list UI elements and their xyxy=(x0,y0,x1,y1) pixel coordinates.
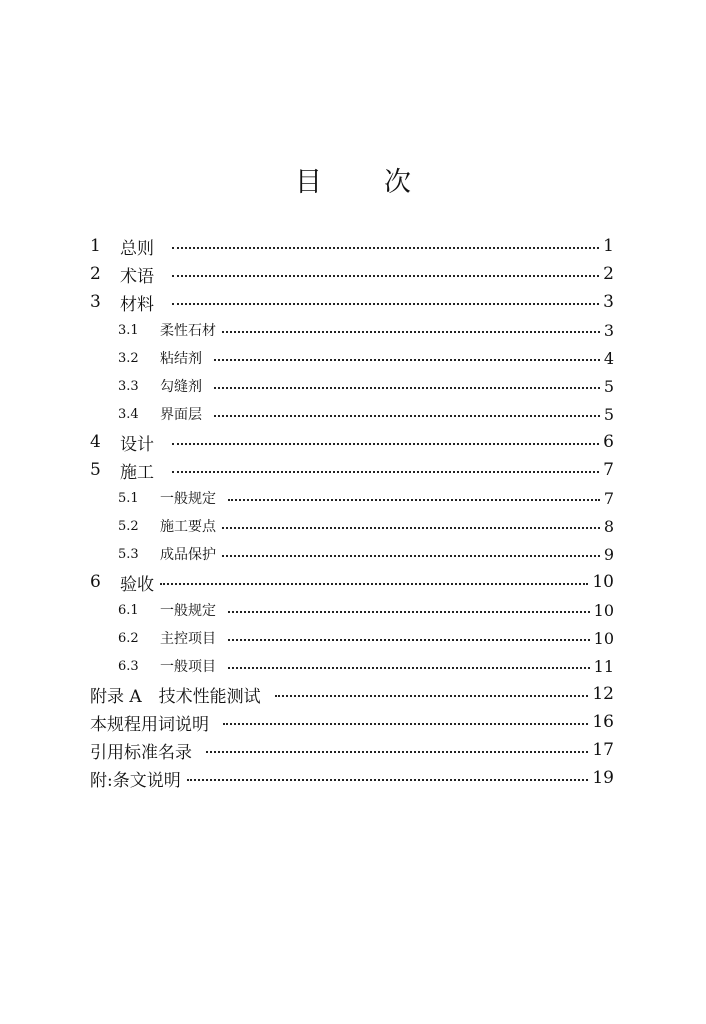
toc-entry-label: 界面层 xyxy=(160,407,202,423)
toc-entry-number: 5.3 xyxy=(118,546,139,562)
toc-entry-5-2[interactable] xyxy=(90,512,614,540)
dot-leader xyxy=(187,779,589,781)
toc-entry-label: 验收 xyxy=(120,574,154,595)
toc-entry-page: 6 xyxy=(603,432,614,452)
toc-entry-5-1[interactable] xyxy=(90,484,614,512)
toc-entry-page: 5 xyxy=(603,376,614,396)
toc-entry-number: 5 xyxy=(90,460,101,480)
toc-entry-1[interactable] xyxy=(90,232,614,260)
toc-entry-page: 8 xyxy=(603,516,614,536)
dot-leader xyxy=(222,555,600,557)
toc-entry-number: 3.2 xyxy=(118,350,139,366)
dot-leader xyxy=(222,331,600,333)
dot-leader xyxy=(228,611,590,613)
toc-entry-page: 1 xyxy=(603,236,614,256)
toc-entry-3-3[interactable] xyxy=(90,372,614,400)
toc-entry-3-1[interactable] xyxy=(90,316,614,344)
dot-leader xyxy=(223,723,588,725)
toc-entry-label: 施工 xyxy=(120,462,154,483)
toc-entry-label: 材料 xyxy=(120,294,154,315)
dot-leader xyxy=(160,583,588,585)
toc-entry-label: 总则 xyxy=(120,238,154,259)
toc-entry-page: 2 xyxy=(603,264,614,284)
toc-entry-number: 3.3 xyxy=(118,378,139,394)
toc-entry-page: 16 xyxy=(592,712,614,732)
toc-entry-number: 5.2 xyxy=(118,518,139,534)
toc-entry-page: 4 xyxy=(603,348,614,368)
dot-leader xyxy=(172,275,599,277)
toc-entry-page: 11 xyxy=(593,656,614,676)
dot-leader xyxy=(228,667,590,669)
toc-entry-label: 附:条文说明 xyxy=(90,770,181,791)
toc-entry-label: 一般规定 xyxy=(160,491,216,507)
toc-entry-6-3[interactable] xyxy=(90,652,614,680)
toc-entry-label: 引用标准名录 xyxy=(90,742,192,763)
dot-leader xyxy=(172,247,599,249)
toc-entry-number: 4 xyxy=(90,432,101,452)
dot-leader xyxy=(214,359,600,361)
toc-entry-5[interactable] xyxy=(90,456,614,484)
toc-entry-page: 7 xyxy=(603,488,614,508)
toc-entry-page: 19 xyxy=(592,768,614,788)
toc-entry-label: 设计 xyxy=(120,434,154,455)
dot-leader xyxy=(222,527,600,529)
toc-entry-number: 3.1 xyxy=(118,322,139,338)
toc-entry-label: 粘结剂 xyxy=(160,351,202,367)
table-of-contents xyxy=(90,232,614,792)
toc-entry-wording-explanation[interactable] xyxy=(90,708,614,736)
toc-entry-number: 5.1 xyxy=(118,490,139,506)
toc-entry-number: 2 xyxy=(90,264,101,284)
toc-entry-2[interactable] xyxy=(90,260,614,288)
toc-entry-page: 12 xyxy=(592,684,614,704)
toc-entry-label: 附录 A 技术性能测试 xyxy=(90,686,261,707)
toc-entry-4[interactable] xyxy=(90,428,614,456)
toc-entry-label: 主控项目 xyxy=(160,631,216,647)
dot-leader xyxy=(206,751,588,753)
toc-entry-page: 5 xyxy=(603,404,614,424)
toc-entry-label: 一般规定 xyxy=(160,603,216,619)
toc-entry-label: 柔性石材 xyxy=(160,323,216,339)
toc-entry-page: 3 xyxy=(603,292,614,312)
toc-entry-number: 6.1 xyxy=(118,602,139,618)
toc-entry-6-1[interactable] xyxy=(90,596,614,624)
toc-entry-label: 一般项目 xyxy=(160,659,216,675)
toc-entry-3-4[interactable] xyxy=(90,400,614,428)
toc-entry-3-2[interactable] xyxy=(90,344,614,372)
dot-leader xyxy=(172,303,599,305)
dot-leader xyxy=(228,639,590,641)
toc-entry-label: 成品保护 xyxy=(160,547,216,563)
toc-entry-label: 术语 xyxy=(120,266,154,287)
dot-leader xyxy=(214,387,600,389)
toc-entry-6[interactable] xyxy=(90,568,614,596)
dot-leader xyxy=(228,499,600,501)
toc-entry-clause-explanation[interactable] xyxy=(90,764,614,792)
toc-entry-number: 1 xyxy=(90,236,101,256)
toc-entry-number: 6.2 xyxy=(118,630,139,646)
toc-entry-page: 10 xyxy=(593,600,614,620)
dot-leader xyxy=(172,443,599,445)
toc-entry-page: 10 xyxy=(593,628,614,648)
toc-entry-5-3[interactable] xyxy=(90,540,614,568)
toc-entry-number: 3 xyxy=(90,292,101,312)
toc-entry-6-2[interactable] xyxy=(90,624,614,652)
toc-entry-appendix-a[interactable] xyxy=(90,680,614,708)
toc-entry-page: 7 xyxy=(603,460,614,480)
toc-entry-referenced-standards[interactable] xyxy=(90,736,614,764)
toc-entry-3[interactable] xyxy=(90,288,614,316)
toc-entry-page: 9 xyxy=(603,544,614,564)
toc-entry-label: 施工要点 xyxy=(160,519,216,535)
toc-entry-number: 6 xyxy=(90,572,101,592)
dot-leader xyxy=(214,415,600,417)
page-title xyxy=(0,160,706,199)
toc-entry-label: 本规程用词说明 xyxy=(90,714,209,735)
toc-entry-page: 17 xyxy=(592,740,614,760)
toc-entry-label: 勾缝剂 xyxy=(160,379,202,395)
toc-entry-number: 3.4 xyxy=(118,406,139,422)
toc-entry-page: 10 xyxy=(592,572,614,592)
dot-leader xyxy=(172,471,599,473)
title-char-1: 目 xyxy=(295,167,322,198)
title-char-2: 次 xyxy=(384,167,411,198)
dot-leader xyxy=(275,695,589,697)
toc-entry-page: 3 xyxy=(603,320,614,340)
toc-entry-number: 6.3 xyxy=(118,658,139,674)
